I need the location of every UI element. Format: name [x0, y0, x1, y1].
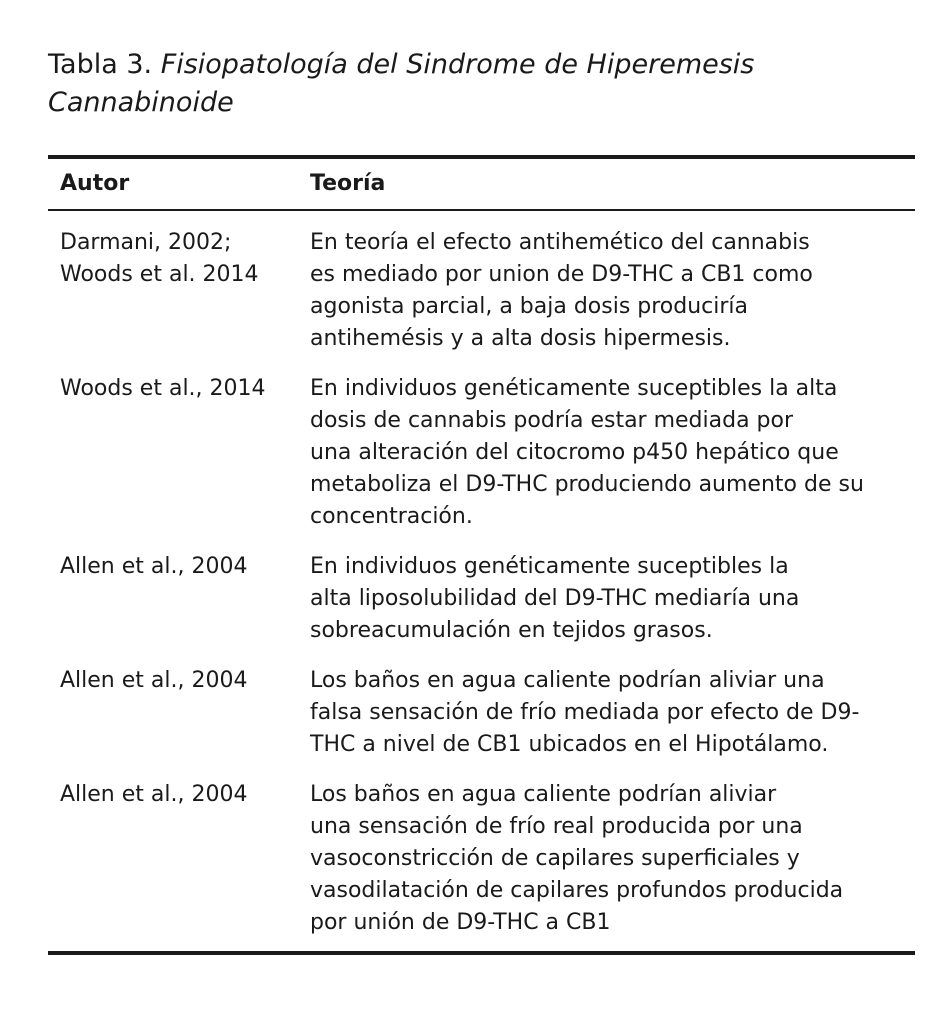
- teoria-line: es mediado por union de D9-THC a CB1 como: [310, 262, 813, 287]
- cell-autor: [48, 551, 300, 647]
- teoria-line: dosis de cannabis podría estar mediada por: [310, 408, 794, 433]
- teoria-line: alta liposolubilidad del D9-THC mediaría una: [310, 586, 800, 611]
- teoria-line: una sensación de frío real producida por una: [310, 814, 803, 839]
- table-caption: [48, 46, 908, 122]
- teoria-line: sobreacumulación en tejidos grasos.: [310, 618, 713, 643]
- header-autor: Autor: [60, 171, 130, 196]
- cell-teoria: [300, 665, 915, 761]
- autor-line: Allen et al., 2004: [60, 554, 248, 579]
- header-teoria: Teoría: [310, 171, 386, 196]
- teoria-line: Los baños en agua caliente podrían aliviar una: [310, 668, 825, 693]
- teoria-line: metaboliza el D9-THC produciendo aumento de su: [310, 472, 864, 497]
- teoria-line: concentración.: [310, 504, 473, 529]
- teoria-line: En individuos genéticamente suceptibles la: [310, 554, 789, 579]
- teoria-line: En teoría el efecto antihemético del cannabis: [310, 230, 810, 255]
- cell-autor: [48, 665, 300, 761]
- cell-teoria: [300, 779, 915, 939]
- cell-teoria: [300, 551, 915, 647]
- caption-title: Fisiopatología del Sindrome de Hiperemesis Cannabinoide: [48, 49, 755, 118]
- cell-autor: [48, 373, 300, 533]
- autor-line: Woods et al., 2014: [60, 376, 266, 401]
- teoria-line: antihemésis y a alta dosis hipermesis.: [310, 326, 731, 351]
- cell-teoria: [300, 373, 915, 533]
- table-bottom-rule: [48, 951, 915, 955]
- teoria-line: En individuos genéticamente suceptibles la alta: [310, 376, 838, 401]
- autor-line: Allen et al., 2004: [60, 668, 248, 693]
- theory-table: [48, 155, 915, 955]
- cell-autor: [48, 227, 300, 355]
- table-header-row: [48, 159, 915, 209]
- table-row: [48, 765, 915, 943]
- teoria-line: agonista parcial, a baja dosis produciría: [310, 294, 749, 319]
- cell-teoria: [300, 227, 915, 355]
- teoria-line: THC a nivel de CB1 ubicados en el Hipotálamo.: [310, 732, 829, 757]
- table-row: [48, 211, 915, 359]
- table-body: [48, 211, 915, 943]
- autor-line: Woods et al. 2014: [60, 262, 259, 287]
- teoria-line: por unión de D9-THC a CB1: [310, 910, 611, 935]
- table-row: [48, 359, 915, 537]
- teoria-line: vasoconstricción de capilares superficiales y: [310, 846, 800, 871]
- autor-line: Allen et al., 2004: [60, 782, 248, 807]
- table-row: [48, 537, 915, 651]
- table-row: [48, 651, 915, 765]
- teoria-line: falsa sensación de frío mediada por efecto de D9-: [310, 700, 860, 725]
- autor-line: Darmani, 2002;: [60, 230, 232, 255]
- caption-label: Tabla 3.: [48, 49, 161, 80]
- cell-autor: [48, 779, 300, 939]
- teoria-line: vasodilatación de capilares profundos producida: [310, 878, 844, 903]
- teoria-line: Los baños en agua caliente podrían aliviar: [310, 782, 777, 807]
- teoria-line: una alteración del citocromo p450 hepático que: [310, 440, 839, 465]
